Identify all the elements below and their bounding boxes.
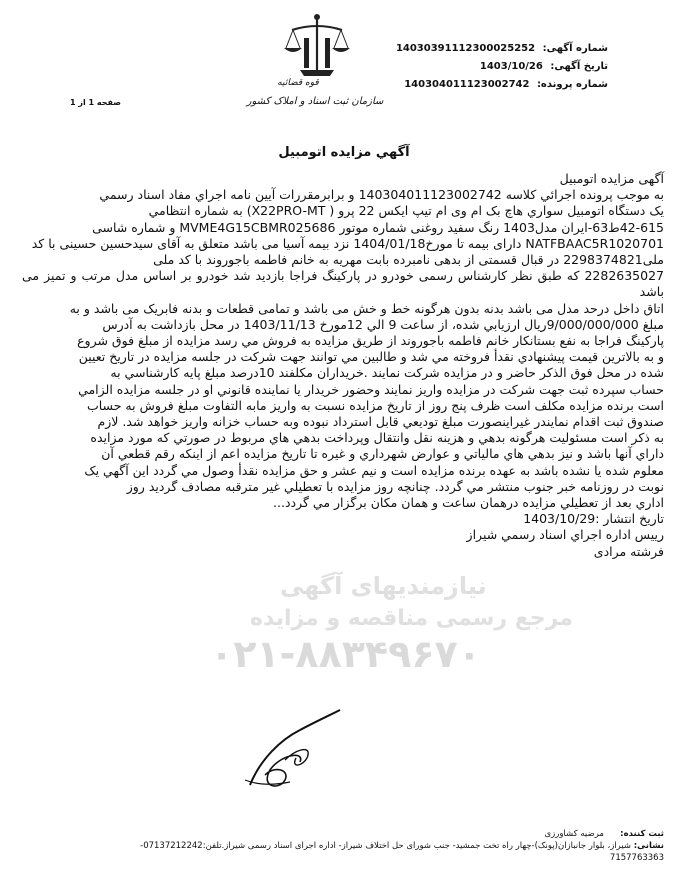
body-line: نوبت در روزنامه خبر جنوب منتشر مي گردد. چنانچه روز مزايده با تعطيلي غير مترقبه مصادف گرديد روز — [126, 478, 664, 494]
page-number: صفحه 1 از 1 — [70, 98, 121, 107]
publish-date: تاریخ انتشار :1403/10/29 — [523, 511, 664, 527]
registrar-name: مرضیه کشاورزی — [544, 829, 604, 839]
footer-phone: 7157763363 — [609, 853, 664, 863]
watermark-phone: ۰۲۱-۸۸۳۴۹۶۷۰ — [210, 632, 481, 676]
signature-icon — [230, 700, 360, 795]
case-number-row — [388, 76, 608, 94]
phone-row — [22, 852, 664, 864]
body-line: NATFBAAC5R1020701 دارای بیمه تا مورخ1404/01/18 نزد بیمه آسیا می باشد متعلق به آقای سیدحسین حسینی با کد — [31, 235, 664, 251]
registrar-row — [22, 828, 664, 840]
body-line: اداري بعد از تعطيلي مزايده درهمان ساعت و همان مكان برگزار مي گردد... — [273, 495, 664, 511]
address-row — [22, 840, 664, 852]
body-line: شده در محل فوق الذکر حاضر و در مزايده شرکت نمايند .خريداران مکلفند 10درصد مبلغ پايه کارشناسي به — [110, 365, 664, 381]
body-line: اتاق داخل درحد مدل می باشد بدنه بدون هرگونه خط و خش می باشد و تمامی قطعات و بدنه فابریک می باشد و به — [69, 300, 664, 316]
page-title: آگهي مزايده اتومبيل — [278, 145, 410, 160]
body-line: ملی2298374821 در قبال قسمتی از بدهی نامبرده بابت مهریه به خانم فاطمه باجوروند با کد ملی — [153, 252, 664, 268]
body-line: پارکینگ فراجا به نفع بستانکار خانم فاطمه باجوروند از طريق مزايده به فروش مي رسد مزايده از مبلغ فوق شروع — [77, 333, 664, 349]
footer — [22, 828, 664, 864]
body-line: 42-615ط63-ايران مدل1403 رنگ سفيد روغنی شماره موتور MVME4G15CBMR025686 و شماره شاسی — [92, 219, 664, 235]
ad-number-row — [388, 40, 608, 58]
body-line: صندوق ثبت اقدام نمايندر غيراينصورت مبلغ توديعي قابل استرداد نبوده وبه حساب خزانه واريز خواهد شد. لازم — [97, 414, 664, 430]
signer-title: رييس اداره اجراي اسناد رسمي شيراز — [466, 527, 664, 543]
watermark-line2: مرجع رسمی مناقصه و مزایده — [250, 606, 573, 631]
body-line: آگهی مزایده اتومبیل — [559, 171, 664, 186]
watermark-line1: نیازمندیهای آگهی — [280, 572, 487, 600]
body-line: به ذکر است مسئوليت هرگونه بدهي و هزينه نقل وانتقال وپرداخت بدهي هاي مربوط در صورتي که مورد مزايده — [90, 430, 664, 446]
ad-number-label: شماره آگهی: — [542, 43, 608, 54]
ad-meta — [388, 40, 608, 94]
ad-date: 1403/10/26 — [479, 61, 543, 72]
body-line: 2282635027 که طبق نظر کارشناس رسمی خودرو در پارکینگ فراجا بازدید شد خودرو بر اساس مدل مرتب و تمیز می باشد — [22, 268, 664, 300]
ad-body — [22, 171, 664, 560]
body-line: مبلغ 9/000/000/000ريال ارزيابي شده، از ساعت 9 الي 12مورخ 1403/11/13 در محل بازداشت به آدرس — [102, 316, 664, 332]
body-line: به موجب پرونده اجرائي كلاسه 140304011123002742 و برابرمقررات آيين نامه اجراي مفاد اسناد رسمي — [99, 187, 664, 203]
org-name-judiciary: قوه قضائیه — [277, 78, 319, 88]
body-line: داراي آنها باشد و نيز بدهي هاي مالياتي و عوارض شهرداري و غيره تا تاريخ مزايده اعم از اينکه رقم قطعي آن — [101, 446, 664, 462]
ad-date-row — [388, 58, 608, 76]
ad-date-label: تاریخ آگهی: — [550, 61, 608, 72]
address-text: شیراز، بلوار جانبازان(پونک)-چهار راه تخت جمشید- جنب شورای حل اختلاف شیراز- اداره اجرای اسناد رسمی شیراز.تلفن:07137212242- — [140, 841, 632, 851]
body-line: است برنده مزايده مکلف است ظرف پنج روز از تاريخ مزايده نسبت به واريز مابه التفاوت مبلغ فروش به حساب — [86, 397, 664, 413]
signer-name: فرشته مرادی — [593, 543, 664, 559]
org-name-registry: سازمان ثبت اسناد و املاک کشور — [246, 96, 384, 107]
case-number: 140304011123002742 — [404, 79, 530, 90]
case-number-label: شماره پرونده: — [536, 79, 608, 90]
watermark — [190, 572, 590, 682]
body-line: و به بالاترين قيمت پيشنهادي نقدأ فروخته مي شد و طالبين مي توانند جهت شرکت در جلسه مزايده در تاريخ تعيين — [78, 349, 664, 365]
body-line: معلوم شده يا نشده باشد به عهده برنده مزايده است و نيم عشر و حق مزايده نقدأ وصول مي گردد اين آگهي يک — [84, 462, 664, 478]
registrar-label: ثبت کننده: — [620, 829, 664, 839]
address-label: نشانی: — [633, 841, 664, 851]
body-line: حساب سپرده ثبت جهت شرکت در مزايده واريز نمايند وحضور خريدار يا نماينده قانوني او در جلسه مزايده الزامي — [78, 381, 664, 397]
body-line: يک دستگاه اتومبيل سواري هاچ بک ام وی ام تيپ ايکس 22 پرو ( X22PRO-MT) به شماره انتظامي — [148, 203, 664, 219]
ad-number: 14030391112300025252 — [395, 43, 536, 54]
